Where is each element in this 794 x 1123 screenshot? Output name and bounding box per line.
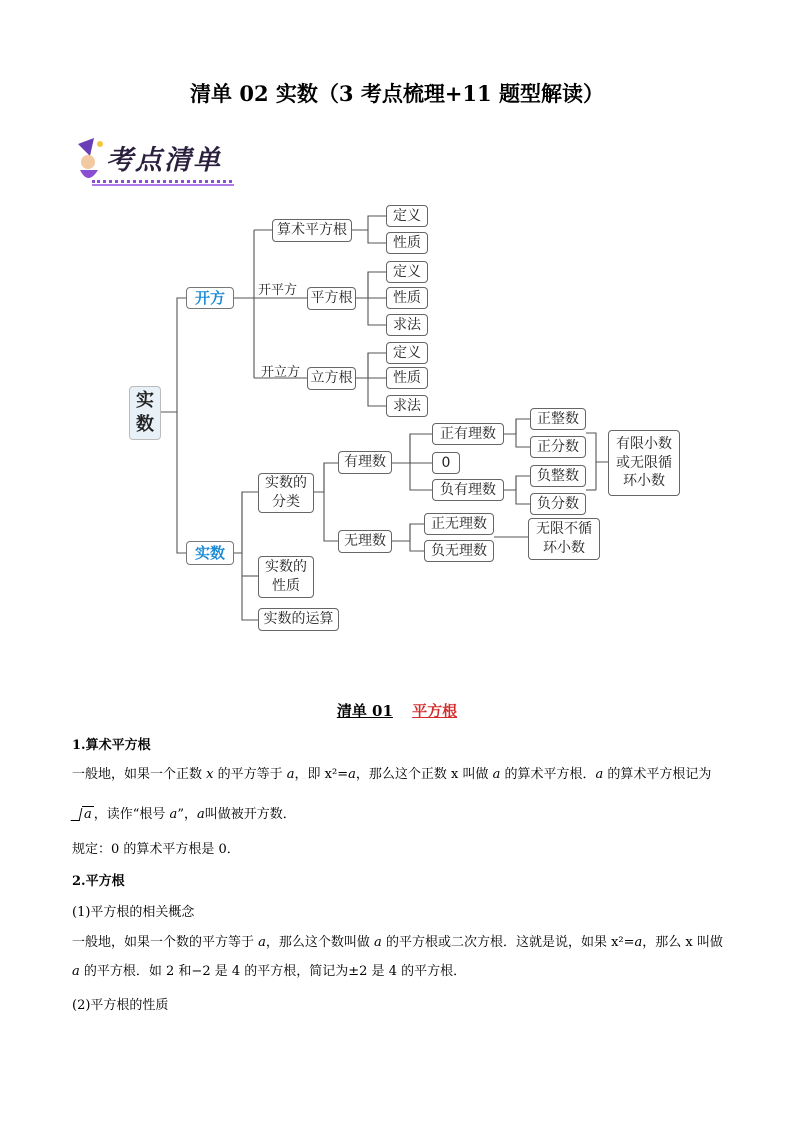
heading-suanshu-pingfanggen: 1.算术平方根 <box>72 738 151 753</box>
node-dingyi-3: 定义 <box>386 342 428 364</box>
node-shishu-fenlei: 实数的分类 <box>258 473 314 513</box>
node-zero: 0 <box>432 452 460 474</box>
node-fu-youlishu: 负有理数 <box>432 479 504 501</box>
banner-title: 考点清单 <box>106 145 222 176</box>
node-dingyi-2: 定义 <box>386 261 428 283</box>
paragraph-definition-1: 一般地，如果一个正数 x 的平方等于 a，即 x²=a，那么这个正数 x 叫做 a 的算术平方根．a 的算术平方根记为 <box>72 767 712 782</box>
mindmap-root: 实数 <box>129 386 161 440</box>
node-xingzhi-3: 性质 <box>386 367 428 389</box>
section-name: 平方根 <box>412 702 458 720</box>
sqrt-symbol: a <box>72 805 94 826</box>
node-zheng-wulishu: 正无理数 <box>424 513 494 535</box>
node-xingzhi-2: 性质 <box>386 287 428 309</box>
node-wuxian-buxunhuan: 无限不循环小数 <box>528 518 600 560</box>
node-youlishu: 有理数 <box>338 451 392 474</box>
paragraph-definition-2: a ，读作“根号 a”，a叫做被开方数． <box>72 805 732 826</box>
node-xingzhi-1: 性质 <box>386 232 428 254</box>
node-fu-wulishu: 负无理数 <box>424 540 494 562</box>
node-zheng-fenshu: 正分数 <box>530 436 586 458</box>
node-youxian-xiaoshu: 有限小数或无限循环小数 <box>608 430 680 496</box>
label-kai-ping-fang: 开平方 <box>258 283 298 298</box>
node-fu-fenshu: 负分数 <box>530 493 586 515</box>
node-fu-zhengshu: 负整数 <box>530 465 586 487</box>
heading-pingfanggen: 2.平方根 <box>72 874 125 889</box>
section-number: 清单 01 <box>336 702 393 720</box>
node-zheng-youlishu: 正有理数 <box>432 423 504 445</box>
node-wulishu: 无理数 <box>338 530 392 553</box>
paragraph-concept-heading: (1)平方根的相关概念 <box>72 905 195 920</box>
node-qiufa-2: 求法 <box>386 314 428 336</box>
paragraph-property-heading: (2)平方根的性质 <box>72 998 169 1013</box>
paragraph-rule: 规定：0 的算术平方根是 0． <box>72 842 240 857</box>
node-shishu-yunsuan: 实数的运算 <box>258 608 339 631</box>
section-heading <box>0 700 794 721</box>
node-dingyi-1: 定义 <box>386 205 428 227</box>
node-pingfanggen: 平方根 <box>307 287 356 310</box>
page-title: 清单 02 实数（3 考点梳理+11 题型解读） <box>190 81 604 106</box>
paragraph-concept-1: 一般地，如果一个数的平方等于 a，那么这个数叫做 a 的平方根或二次方根．这就是说，如果 x²=a，那么 x 叫做 <box>72 935 723 950</box>
node-qiufa-3: 求法 <box>386 395 428 417</box>
label-kai-li-fang: 开立方 <box>261 365 301 380</box>
node-shishu-xingzhi: 实数的性质 <box>258 556 314 598</box>
node-suanshu-pingfanggen: 算术平方根 <box>272 219 352 242</box>
node-lifanggen: 立方根 <box>307 367 356 390</box>
node-zheng-zhengshu: 正整数 <box>530 408 586 430</box>
node-kaipingfang: 开方 <box>186 287 234 309</box>
paragraph-concept-2: a 的平方根．如 2 和−2 是 4 的平方根，简记为±2 是 4 的平方根． <box>72 964 467 979</box>
node-shishu: 实数 <box>186 541 234 565</box>
